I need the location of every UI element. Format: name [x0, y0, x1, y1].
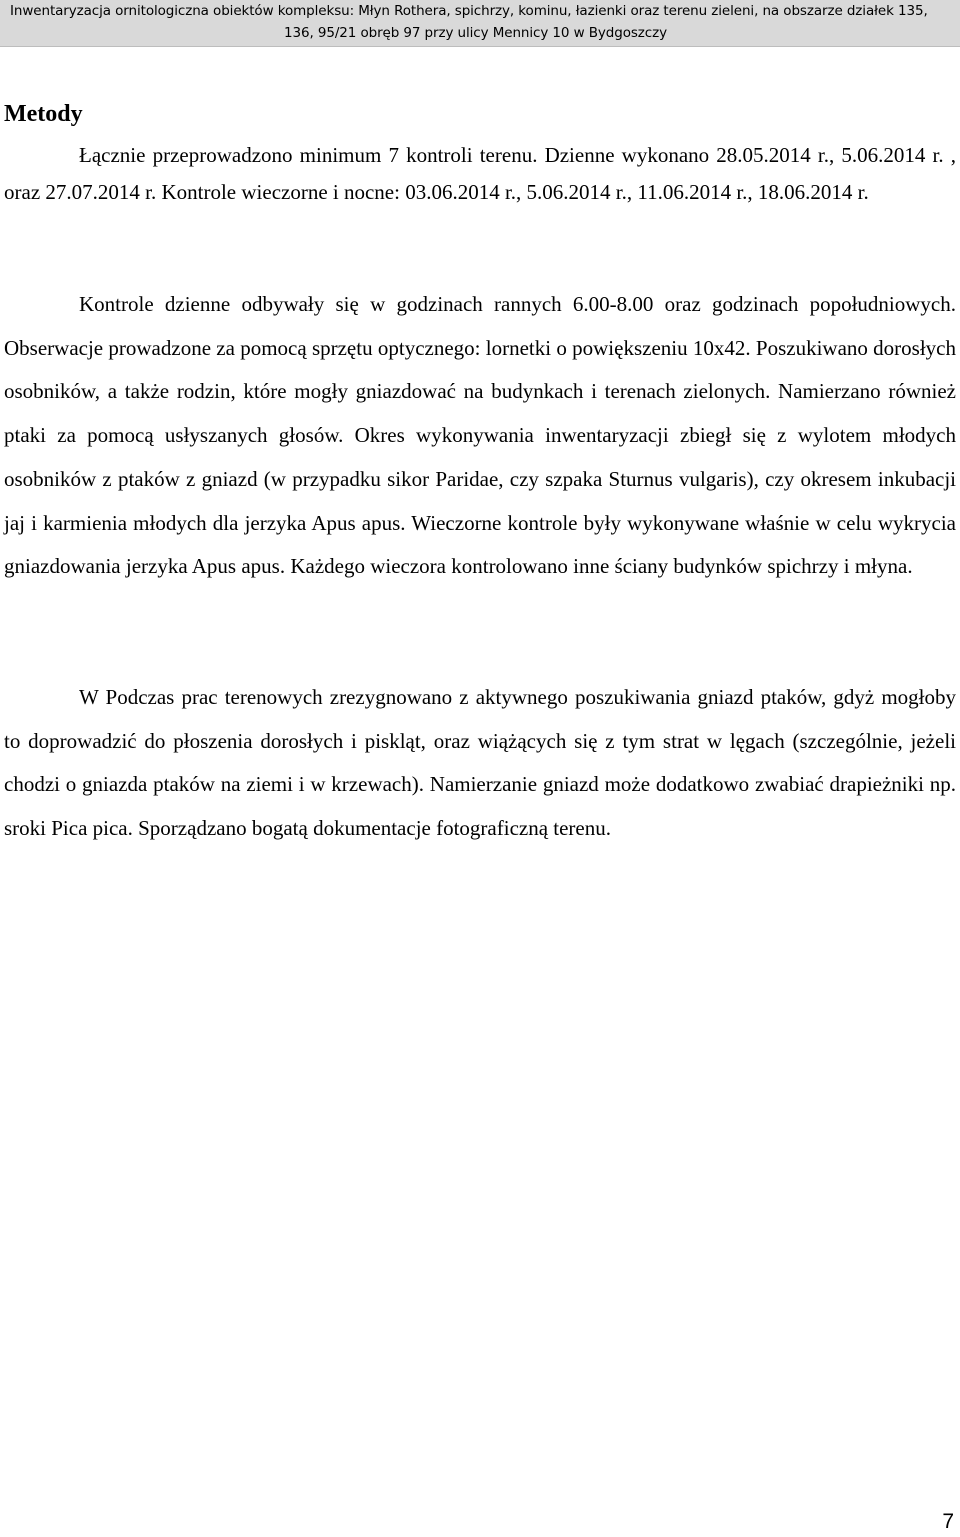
paragraph-controls-schedule: Łącznie przeprowadzono minimum 7 kontroli terenu. Dzienne wykonano 28.05.2014 r., 5.06.2014 r. , oraz 27.07.2014 r. Kontrole wieczorne i nocne: 03.06.2014 r., 5.06.2014 r., 11.06.2014 r., 18.06.2014 r.	[4, 143, 956, 204]
section-heading: Metody	[4, 101, 83, 127]
paragraph-block-3	[4, 676, 956, 850]
paragraph-block-2	[4, 283, 956, 589]
paragraph-block-1	[4, 137, 956, 211]
page-number: 7	[942, 1510, 954, 1533]
running-header	[0, 0, 960, 47]
running-header-line-2: 136, 95/21 obręb 97 przy ulicy Mennicy 10 w Bydgoszczy	[284, 25, 667, 41]
running-header-line-1: Inwentaryzacja ornitologiczna obiektów kompleksu: Młyn Rothera, spichrzy, kominu, łazienki oraz terenu zieleni, na obszarze działek 135,	[10, 3, 928, 19]
paragraph-method-description: Kontrole dzienne odbywały się w godzinach rannych 6.00-8.00 oraz godzinach popołudniowych. Obserwacje prowadzone za pomocą sprzętu optycznego: lornetki o powiększeniu 10x42. Poszukiwano dorosłych osobników, a także rodzin, które mogły gniazdować na budynkach i terenach zielonych. Namierzano również ptaki za pomocą usłyszanych głosów. Okres wykonywania inwentaryzacji zbiegł się z wylotem młodych osobników z ptaków z gniazd (w przypadku sikor Paridae, czy szpaka Sturnus vulgaris), czy okresem inkubacji jaj i karmienia młodych dla jerzyka Apus apus. Wieczorne kontrole były wykonywane właśnie w celu wykrycia gniazdowania jerzyka Apus apus. Każdego wieczora kontrolowano inne ściany budynków spichrzy i młyna.	[4, 292, 956, 579]
paragraph-fieldwork-notes: W Podczas prac terenowych zrezygnowano z aktywnego poszukiwania gniazd ptaków, gdyż mogłoby to doprowadzić do płoszenia dorosłych i piskląt, oraz wiążących się z tym strat w lęgach (szczególnie, jeżeli chodzi o gniazda ptaków na ziemi i w krzewach). Namierzanie gniazd może dodatkowo zwabiać drapieżniki np. sroki Pica pica. Sporządzano bogatą dokumentacje fotograficzną terenu.	[4, 685, 956, 840]
